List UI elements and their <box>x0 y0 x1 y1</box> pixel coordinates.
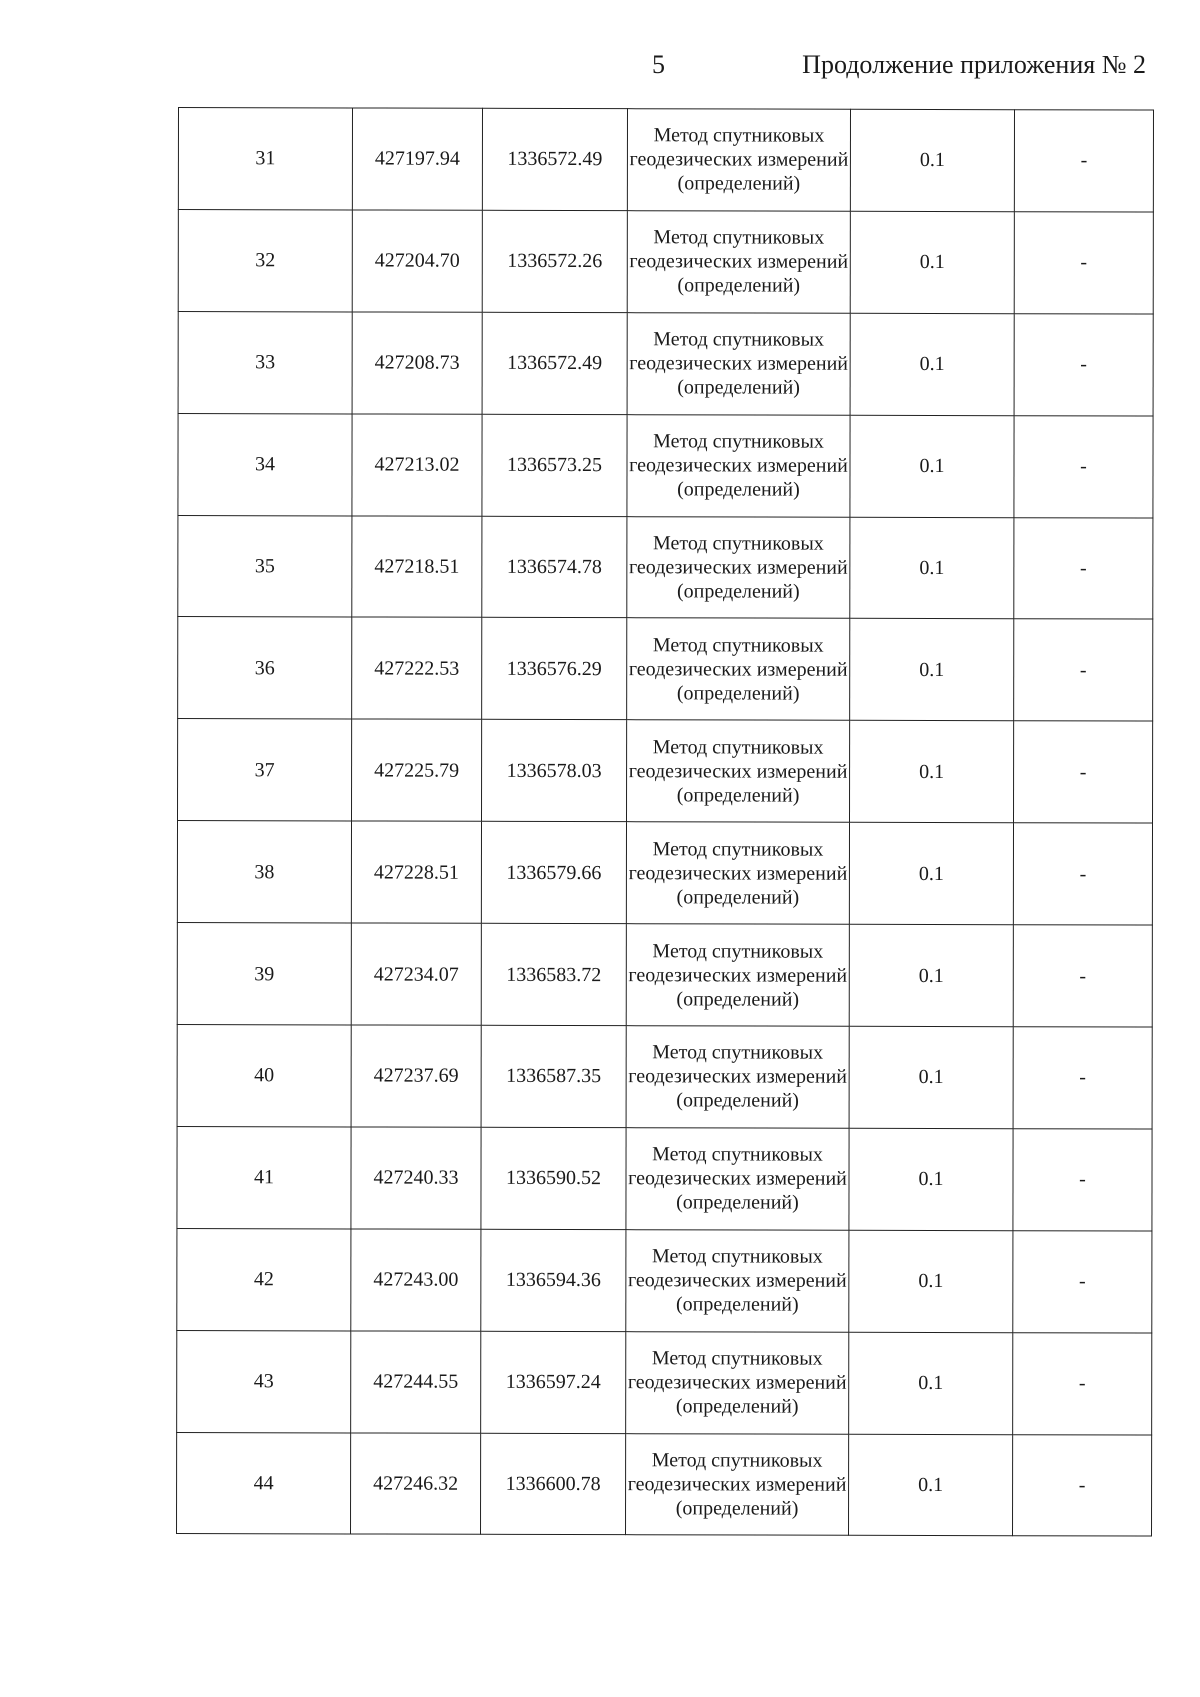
point-number-cell: 33 <box>178 311 352 413</box>
y-coordinate-cell: 1336600.78 <box>481 1433 626 1535</box>
method-cell: Метод спутниковых геодезических измерений (определений) <box>627 414 850 516</box>
y-coordinate-cell: 1336572.49 <box>482 108 627 210</box>
points-table-wrapper <box>176 107 1153 1537</box>
table-row <box>177 1025 1152 1129</box>
point-number-cell: 35 <box>178 515 352 617</box>
accuracy-cell: 0.1 <box>850 415 1014 517</box>
x-coordinate-cell: 427222.53 <box>352 617 482 719</box>
accuracy-cell: 0.1 <box>850 517 1014 619</box>
accuracy-cell: 0.1 <box>850 313 1014 415</box>
x-coordinate-cell: 427237.69 <box>351 1025 481 1127</box>
point-number-cell: 32 <box>178 209 352 311</box>
table-row <box>178 209 1153 313</box>
method-cell: Метод спутниковых геодезических измерений (определений) <box>626 924 849 1026</box>
point-number-cell: 38 <box>177 821 351 923</box>
note-cell: - <box>1013 1230 1152 1332</box>
method-cell: Метод спутниковых геодезических измерений (определений) <box>627 516 850 618</box>
accuracy-cell: 0.1 <box>849 1128 1013 1230</box>
method-cell: Метод спутниковых геодезических измерений (определений) <box>626 1026 849 1128</box>
x-coordinate-cell: 427204.70 <box>352 210 482 312</box>
x-coordinate-cell: 427234.07 <box>351 923 481 1025</box>
y-coordinate-cell: 1336597.24 <box>481 1331 626 1433</box>
accuracy-cell: 0.1 <box>850 211 1014 313</box>
method-cell: Метод спутниковых геодезических измерений (определений) <box>627 109 850 211</box>
y-coordinate-cell: 1336572.49 <box>482 312 627 414</box>
x-coordinate-cell: 427197.94 <box>352 108 482 210</box>
accuracy-cell: 0.1 <box>850 619 1014 721</box>
table-row <box>178 108 1153 212</box>
page-caption: Продолжение приложения № 2 <box>802 50 1146 79</box>
table-row <box>177 821 1152 925</box>
note-cell: - <box>1014 721 1153 823</box>
point-number-cell: 41 <box>177 1126 351 1228</box>
accuracy-cell: 0.1 <box>849 1230 1013 1332</box>
method-cell: Метод спутниковых геодезических измерений (определений) <box>627 618 850 720</box>
accuracy-cell: 0.1 <box>849 1332 1013 1434</box>
x-coordinate-cell: 427208.73 <box>352 312 482 414</box>
note-cell: - <box>1013 1027 1152 1129</box>
x-coordinate-cell: 427240.33 <box>351 1127 481 1229</box>
note-cell: - <box>1013 1129 1152 1231</box>
y-coordinate-cell: 1336587.35 <box>481 1025 626 1127</box>
method-cell: Метод спутниковых геодезических измерений (определений) <box>626 1331 849 1433</box>
note-cell: - <box>1013 925 1152 1027</box>
table-row <box>177 1432 1152 1536</box>
method-cell: Метод спутниковых геодезических измерений (определений) <box>627 211 850 313</box>
table-row <box>177 1126 1152 1230</box>
note-cell: - <box>1014 212 1153 314</box>
y-coordinate-cell: 1336576.29 <box>482 618 627 720</box>
table-row <box>178 311 1153 415</box>
note-cell: - <box>1014 313 1153 415</box>
note-cell: - <box>1014 415 1153 517</box>
points-table <box>176 107 1154 1537</box>
method-cell: Метод спутниковых геодезических измерений (определений) <box>626 1229 849 1331</box>
y-coordinate-cell: 1336578.03 <box>482 720 627 822</box>
points-table-body <box>177 108 1154 1537</box>
point-number-cell: 34 <box>178 413 352 515</box>
accuracy-cell: 0.1 <box>849 1026 1013 1128</box>
table-row <box>178 617 1153 721</box>
x-coordinate-cell: 427213.02 <box>352 414 482 516</box>
accuracy-cell: 0.1 <box>850 721 1014 823</box>
x-coordinate-cell: 427246.32 <box>351 1433 481 1535</box>
point-number-cell: 42 <box>177 1228 351 1330</box>
method-cell: Метод спутниковых геодезических измерений (определений) <box>626 1128 849 1230</box>
table-row <box>178 515 1153 619</box>
point-number-cell: 44 <box>177 1432 351 1534</box>
table-row <box>177 1228 1152 1332</box>
point-number-cell: 36 <box>178 617 352 719</box>
point-number-cell: 31 <box>178 108 352 210</box>
x-coordinate-cell: 427244.55 <box>351 1331 481 1433</box>
y-coordinate-cell: 1336579.66 <box>481 822 626 924</box>
method-cell: Метод спутниковых геодезических измерений (определений) <box>627 312 850 414</box>
note-cell: - <box>1013 1434 1152 1536</box>
point-number-cell: 43 <box>177 1330 351 1432</box>
y-coordinate-cell: 1336572.26 <box>482 210 627 312</box>
table-row <box>177 1330 1152 1434</box>
y-coordinate-cell: 1336590.52 <box>481 1127 626 1229</box>
table-row <box>178 719 1153 823</box>
y-coordinate-cell: 1336583.72 <box>481 923 626 1025</box>
y-coordinate-cell: 1336574.78 <box>482 516 627 618</box>
x-coordinate-cell: 427225.79 <box>352 719 482 821</box>
table-row <box>178 413 1153 517</box>
method-cell: Метод спутниковых геодезических измерений (определений) <box>626 822 849 924</box>
y-coordinate-cell: 1336594.36 <box>481 1229 626 1331</box>
point-number-cell: 39 <box>177 923 351 1025</box>
accuracy-cell: 0.1 <box>850 109 1014 211</box>
note-cell: - <box>1013 1332 1152 1434</box>
method-cell: Метод спутниковых геодезических измерений (определений) <box>626 1433 849 1535</box>
accuracy-cell: 0.1 <box>849 924 1013 1026</box>
x-coordinate-cell: 427228.51 <box>351 821 481 923</box>
page-number: 5 <box>652 50 665 79</box>
accuracy-cell: 0.1 <box>849 1434 1013 1536</box>
note-cell: - <box>1013 823 1152 925</box>
point-number-cell: 40 <box>177 1025 351 1127</box>
note-cell: - <box>1014 619 1153 721</box>
y-coordinate-cell: 1336573.25 <box>482 414 627 516</box>
note-cell: - <box>1014 110 1153 212</box>
x-coordinate-cell: 427243.00 <box>351 1229 481 1331</box>
table-row <box>177 923 1152 1027</box>
accuracy-cell: 0.1 <box>849 822 1013 924</box>
x-coordinate-cell: 427218.51 <box>352 516 482 618</box>
note-cell: - <box>1014 517 1153 619</box>
point-number-cell: 37 <box>178 719 352 821</box>
method-cell: Метод спутниковых геодезических измерений (определений) <box>627 720 850 822</box>
